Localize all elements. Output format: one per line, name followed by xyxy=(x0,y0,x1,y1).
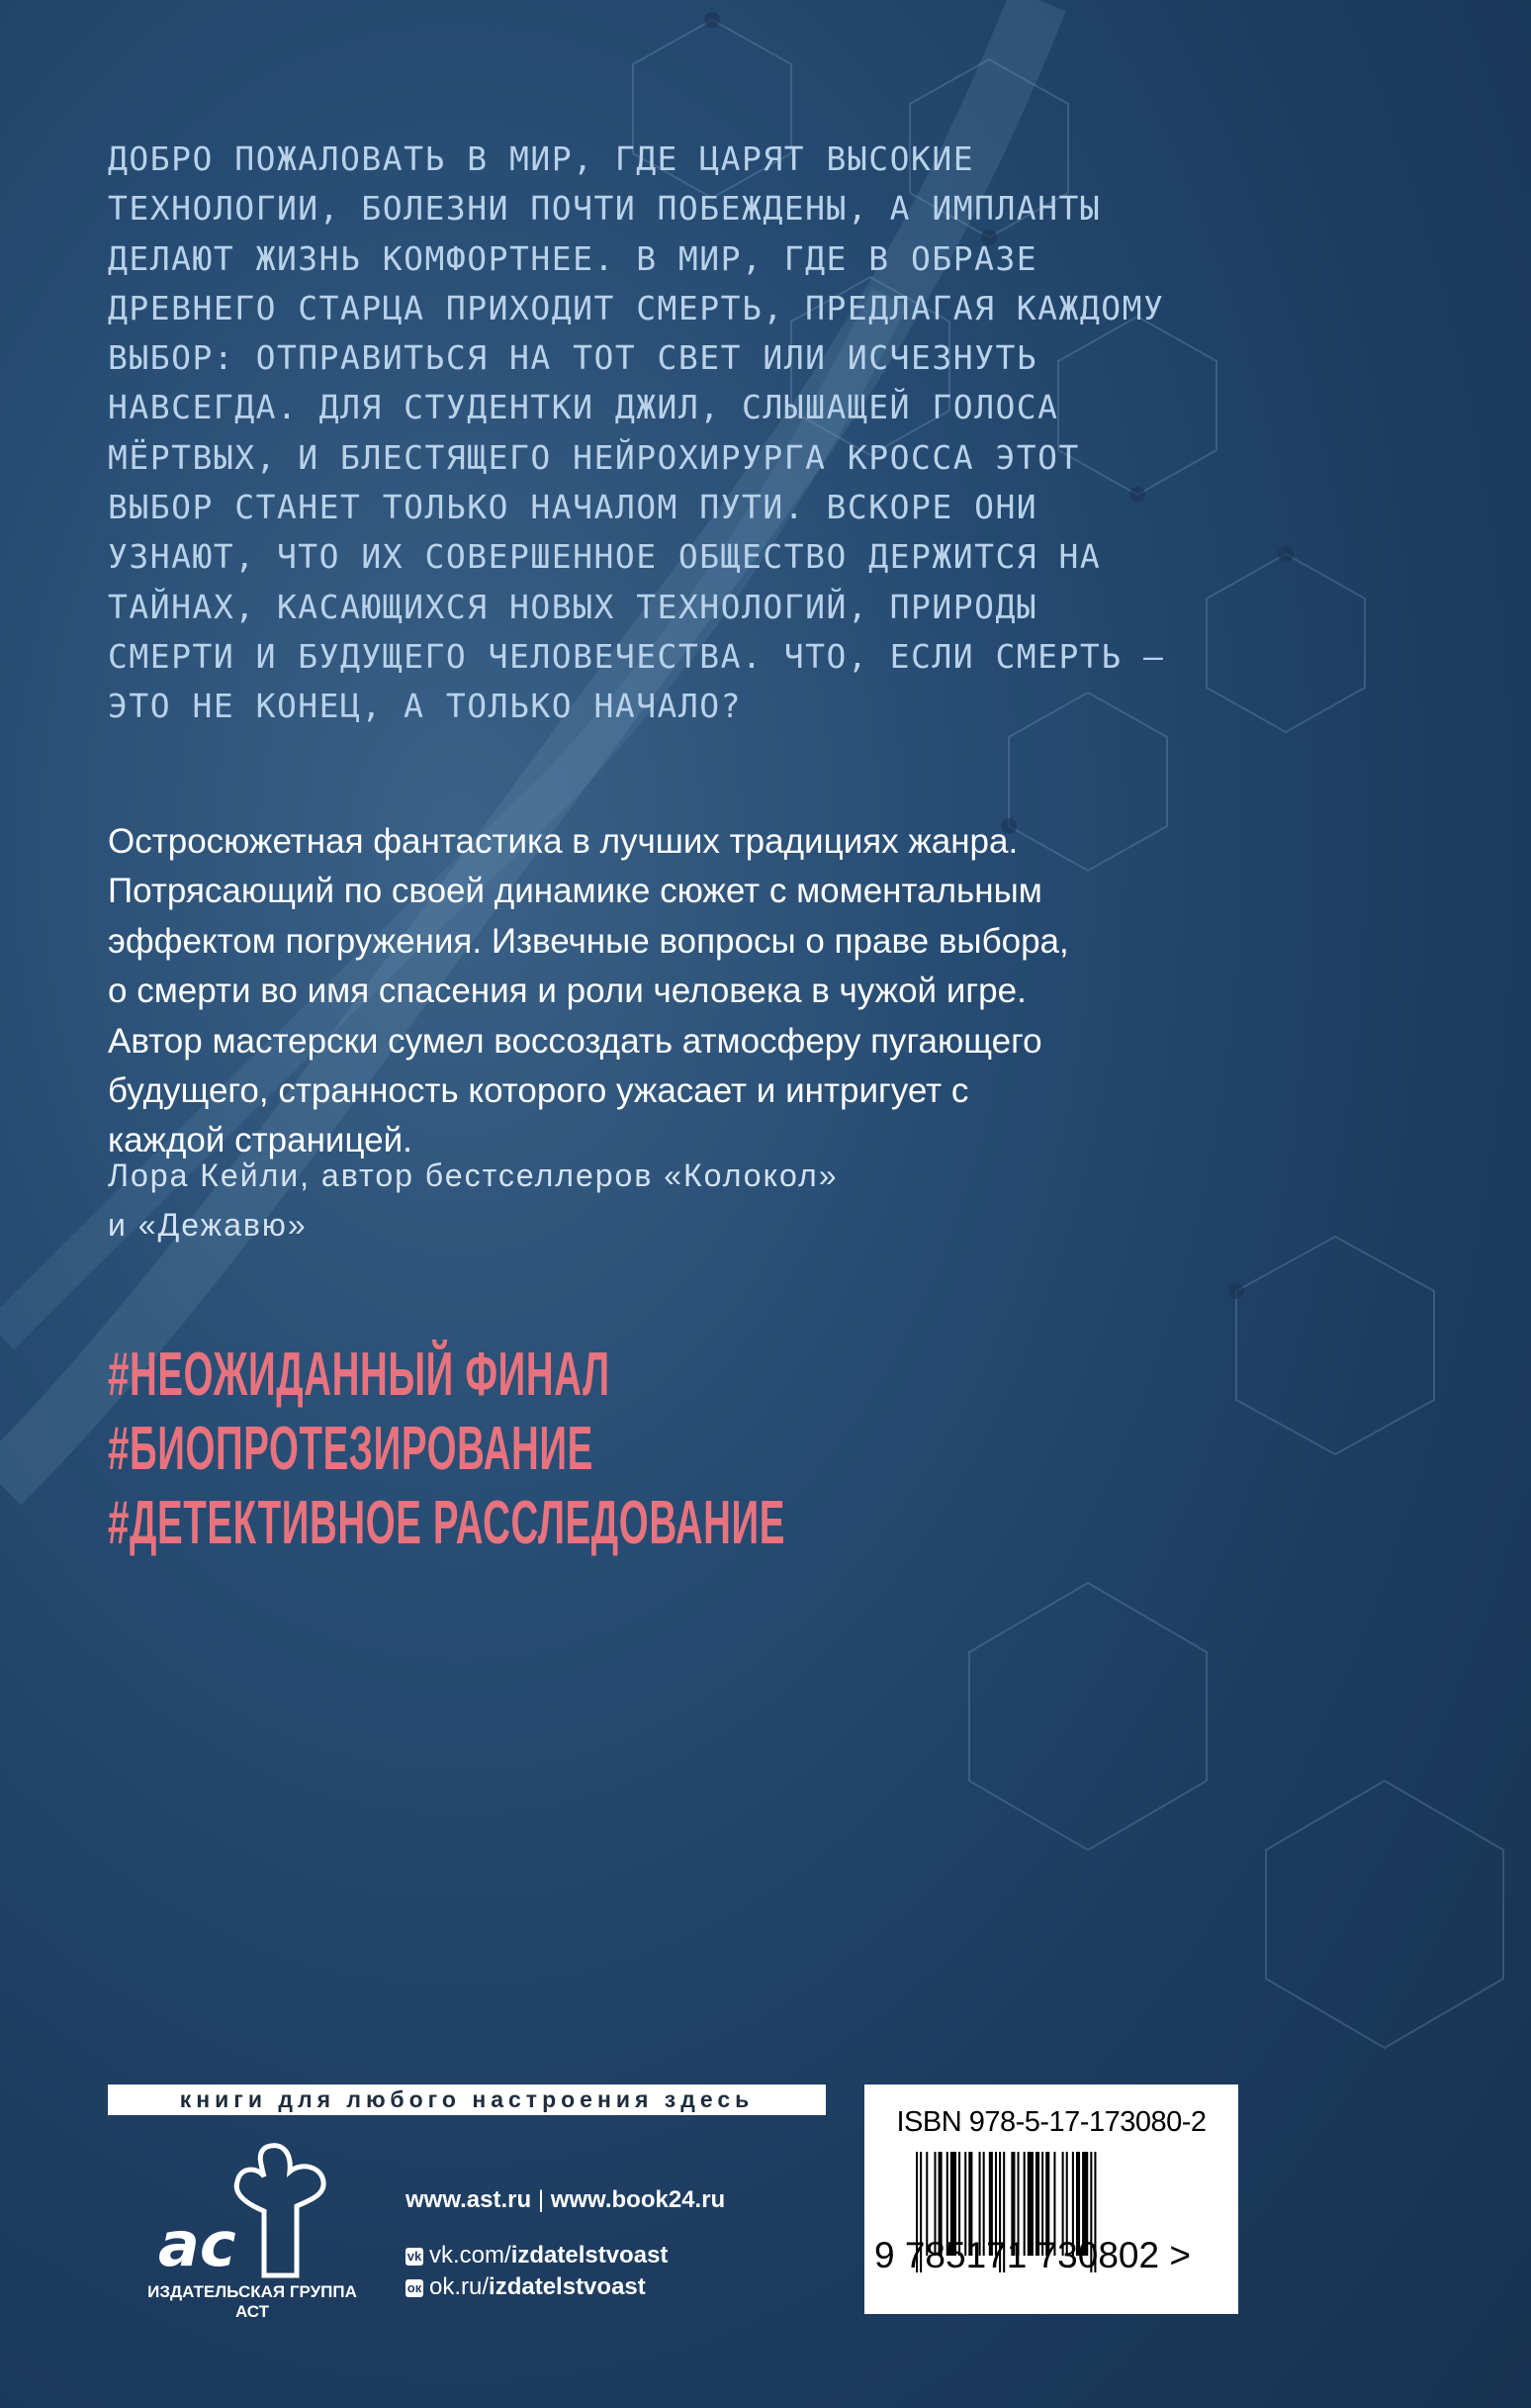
review-attribution xyxy=(108,1151,839,1250)
vk-handle: izdatelstvoast xyxy=(510,2242,669,2269)
isbn-label: ISBN 978-5-17-173080-2 xyxy=(896,2106,1207,2138)
blurb-line: ТЕХНОЛОГИИ, БОЛЕЗНИ ПОЧТИ ПОБЕЖДЕНЫ, А ИМПЛАНТЫ xyxy=(108,189,1102,229)
ok-link[interactable] xyxy=(405,2273,646,2301)
blurb-line: ДРЕВНЕГО СТАРЦА ПРИХОДИТ СМЕРТЬ, ПРЕДЛАГАЯ КАЖДОМУ xyxy=(108,288,1165,327)
blurb-line: ДЕЛАЮТ ЖИЗНЬ КОМФОРТНЕЕ. В МИР, ГДЕ В ОБРАЗЕ xyxy=(108,238,1038,278)
hashtag: #НЕОЖИДАННЫЙ ФИНАЛ xyxy=(108,1341,610,1409)
ok-handle: izdatelstvoast xyxy=(489,2273,646,2300)
blurb-line: ВЫБОР СТАНЕТ ТОЛЬКО НАЧАЛОМ ПУТИ. ВСКОРЕ ОНИ xyxy=(108,488,1038,527)
review-text xyxy=(108,817,1069,1166)
review-line: Автор мастерски сумел воссоздать атмосферу пугающего xyxy=(108,1021,1042,1061)
hashtag: #ДЕТЕКТИВНОЕ РАССЛЕДОВАНИЕ xyxy=(108,1489,786,1557)
blurb-text xyxy=(108,135,1164,732)
blurb-line: ЭТО НЕ КОНЕЦ, А ТОЛЬКО НАЧАЛО? xyxy=(108,687,743,726)
site-link-book24[interactable]: www.book24.ru xyxy=(550,2186,726,2213)
publisher-name: ИЗДАТЕЛЬСКАЯ ГРУППА АСТ xyxy=(147,2282,357,2321)
site-link-ast[interactable]: www.ast.ru xyxy=(405,2186,532,2213)
attribution-line: и «Дежавю» xyxy=(108,1207,308,1243)
vk-icon: vk xyxy=(406,2248,422,2264)
review-line: о смерти во имя спасения и роли человека в чужой игре. xyxy=(108,972,1027,1011)
svg-text:ас: ас xyxy=(158,2208,236,2280)
hashtag: #БИОПРОТЕЗИРОВАНИЕ xyxy=(108,1415,593,1483)
tagline-banner: книги для любого настроения здесь xyxy=(108,2084,826,2115)
blurb-line: ТАЙНАХ, КАСАЮЩИХСЯ НОВЫХ ТЕХНОЛОГИЙ, ПРИРОДЫ xyxy=(108,587,1038,626)
blurb-line: ДОБРО ПОЖАЛОВАТЬ В МИР, ГДЕ ЦАРЯТ ВЫСОКИЕ xyxy=(108,139,975,178)
review-line: каждой страницей. xyxy=(108,1121,412,1160)
blurb-line: МЁРТВЫХ, И БЛЕСТЯЩЕГО НЕЙРОХИРУРГА КРОССА ЭТОТ xyxy=(108,437,1080,477)
ast-logo xyxy=(153,2137,341,2280)
odnoklassniki-icon: ок xyxy=(406,2279,422,2295)
blurb-line: УЗНАЮТ, ЧТО ИХ СОВЕРШЕННОЕ ОБЩЕСТВО ДЕРЖИТСЯ НА xyxy=(108,537,1102,577)
review-line: Остросюжетная фантастика в лучших традициях жанра. xyxy=(108,822,1019,861)
vk-prefix: vk.com/ xyxy=(429,2242,511,2269)
hashtags xyxy=(108,1338,1201,1560)
blurb-line: СМЕРТИ И БУДУЩЕГО ЧЕЛОВЕЧЕСТВА. ЧТО, ЕСЛИ СМЕРТЬ — xyxy=(108,636,1165,676)
ok-prefix: ok.ru/ xyxy=(429,2273,490,2300)
vk-link[interactable] xyxy=(405,2242,668,2269)
website-links xyxy=(405,2186,725,2214)
isbn-barcode-box xyxy=(864,2084,1238,2314)
blurb-line: ВЫБОР: ОТПРАВИТЬСЯ НА ТОТ СВЕТ ИЛИ ИСЧЕЗНУТЬ xyxy=(108,338,1038,378)
separator: | xyxy=(537,2186,545,2213)
isbn-digits: 9 785171 730802 > xyxy=(874,2235,1191,2275)
blurb-line: НАВСЕГДА. ДЛЯ СТУДЕНТКИ ДЖИЛ, СЛЫШАЩЕЙ ГОЛОСА xyxy=(108,388,1059,427)
review-line: будущего, странность которого ужасает и интригует с xyxy=(108,1071,969,1111)
review-line: Потрясающий по своей динамике сюжет с моментальным xyxy=(108,872,1042,911)
review-line: эффектом погружения. Извечные вопросы о праве выбора, xyxy=(108,921,1069,961)
attribution-line: Лора Кейли, автор бестселлеров «Колокол» xyxy=(108,1158,839,1193)
